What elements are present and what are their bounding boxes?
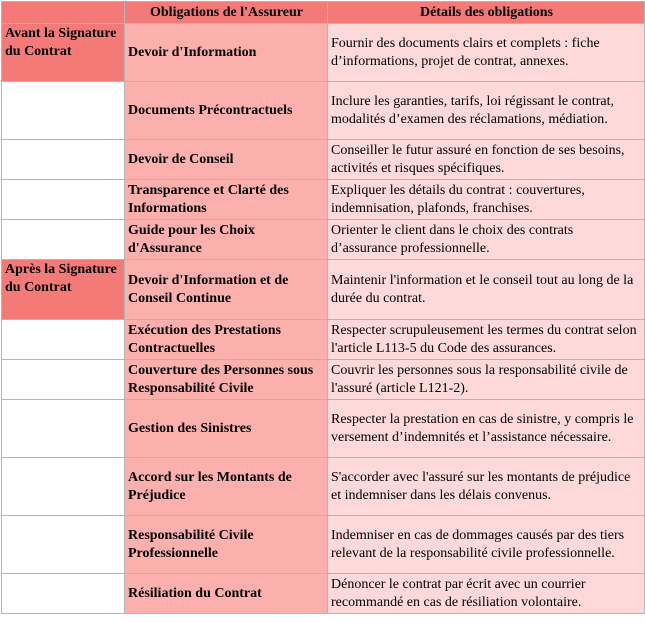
obligation-cell: Devoir d'Information (125, 24, 328, 82)
phase-cell (2, 220, 125, 260)
obligation-cell: Exécution des Prestations Contractuelles (125, 320, 328, 360)
details-cell: Maintenir l'information et le conseil tout au long de la durée du contrat. (328, 260, 645, 320)
details-cell: Respecter scrupuleusement les termes du contrat selon l'article L113-5 du Code des assurances. (328, 320, 645, 360)
obligation-cell: Responsabilité Civile Professionnelle (125, 516, 328, 574)
details-cell: Respecter la prestation en cas de sinistre, y compris le versement d’indemnités et l’assistance nécessaire. (328, 400, 645, 458)
header-details: Détails des obligations (328, 2, 645, 24)
table-row (2, 400, 645, 458)
table-body (2, 24, 645, 614)
table-row (2, 458, 645, 516)
phase-cell (2, 140, 125, 180)
details-cell: Fournir des documents clairs et complets : fiche d’informations, projet de contrat, annexes. (328, 24, 645, 82)
table-row (2, 516, 645, 574)
obligation-cell: Documents Précontractuels (125, 82, 328, 140)
table-row (2, 220, 645, 260)
obligation-cell: Devoir de Conseil (125, 140, 328, 180)
header-obligations: Obligations de l'Assureur (125, 2, 328, 24)
details-cell: S'accorder avec l'assuré sur les montants de préjudice et indemniser dans les délais convenus. (328, 458, 645, 516)
phase-cell (2, 516, 125, 574)
table-row (2, 180, 645, 220)
obligation-cell: Guide pour les Choix d'Assurance (125, 220, 328, 260)
obligation-cell: Gestion des Sinistres (125, 400, 328, 458)
header-phase (2, 2, 125, 24)
table-row (2, 24, 645, 82)
details-cell: Orienter le client dans le choix des contrats d’assurance professionnelle. (328, 220, 645, 260)
header-row (2, 2, 645, 24)
table-row (2, 360, 645, 400)
details-cell: Inclure les garanties, tarifs, loi régissant le contrat, modalités d’examen des réclamations, médiation. (328, 82, 645, 140)
details-cell: Couvrir les personnes sous la responsabilité civile de l'assuré (article L121-2). (328, 360, 645, 400)
phase-cell: Avant la Signature du Contrat (2, 24, 125, 82)
table-row (2, 320, 645, 360)
details-cell: Dénoncer le contrat par écrit avec un courrier recommandé en cas de résiliation volontaire. (328, 574, 645, 614)
table-row (2, 260, 645, 320)
table-row (2, 574, 645, 614)
phase-cell (2, 458, 125, 516)
phase-cell (2, 574, 125, 614)
phase-cell: Après la Signature du Contrat (2, 260, 125, 320)
details-cell: Expliquer les détails du contrat : couvertures, indemnisation, plafonds, franchises. (328, 180, 645, 220)
details-cell: Indemniser en cas de dommages causés par des tiers relevant de la responsabilité civile professionnelle. (328, 516, 645, 574)
phase-cell (2, 360, 125, 400)
table-row (2, 140, 645, 180)
phase-cell (2, 82, 125, 140)
obligation-cell: Couverture des Personnes sous Responsabilité Civile (125, 360, 328, 400)
obligation-cell: Résiliation du Contrat (125, 574, 328, 614)
details-cell: Conseiller le futur assuré en fonction de ses besoins, activités et risques spécifiques. (328, 140, 645, 180)
obligation-cell: Devoir d'Information et de Conseil Continue (125, 260, 328, 320)
phase-cell (2, 320, 125, 360)
obligation-cell: Transparence et Clarté des Informations (125, 180, 328, 220)
table-row (2, 82, 645, 140)
obligation-cell: Accord sur les Montants de Préjudice (125, 458, 328, 516)
obligations-table (1, 1, 645, 614)
table-header (2, 2, 645, 24)
phase-cell (2, 400, 125, 458)
phase-cell (2, 180, 125, 220)
